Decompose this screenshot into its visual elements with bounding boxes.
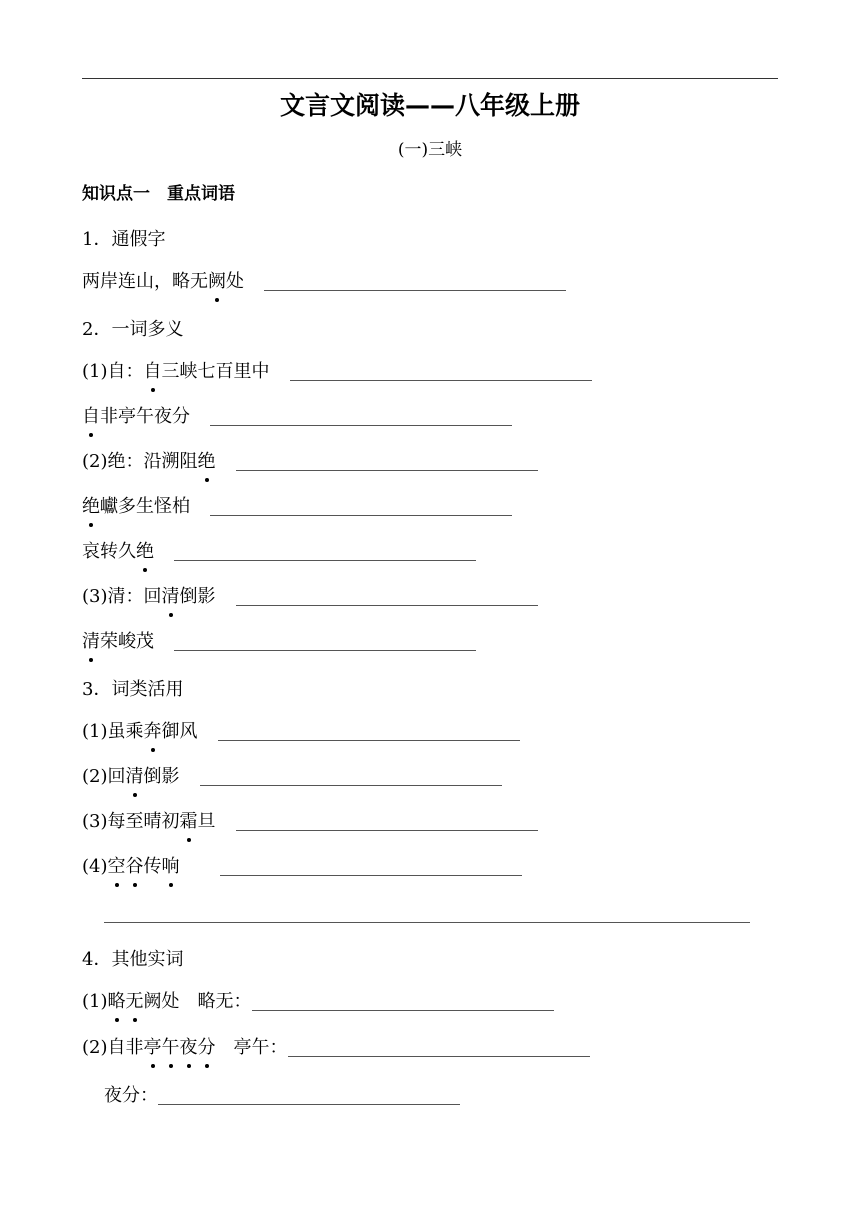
- answer-blank[interactable]: [200, 769, 502, 786]
- emphasis-char: 绝: [136, 538, 154, 566]
- answer-blank[interactable]: [236, 454, 538, 471]
- emphasis-char: 午: [162, 1034, 180, 1062]
- answer-blank[interactable]: [288, 1040, 590, 1057]
- question-line: [82, 538, 476, 566]
- section-heading: 知识点一 重点词语: [82, 184, 235, 204]
- question-line: [82, 403, 512, 431]
- answer-blank[interactable]: [236, 814, 538, 831]
- item-heading-cileihuoyong: 3．词类活用: [82, 679, 184, 700]
- answer-blank[interactable]: [220, 859, 522, 876]
- question-line: [82, 808, 538, 836]
- emphasis-char: 空: [108, 853, 126, 881]
- answer-blank[interactable]: [236, 589, 538, 606]
- question-text: (2)自非: [82, 1037, 144, 1058]
- emphasis-char: 夜: [180, 1034, 198, 1062]
- question-text: 巘多生怪柏: [100, 496, 190, 517]
- emphasis-char: 自: [82, 403, 100, 431]
- question-line: [82, 628, 476, 656]
- emphasis-char: 清: [126, 763, 144, 791]
- answer-blank[interactable]: [210, 409, 512, 426]
- page-title: 文言文阅读——八年级上册: [279, 91, 580, 120]
- top-rule: [82, 78, 778, 79]
- question-text: (1): [82, 991, 108, 1012]
- answer-blank[interactable]: [174, 544, 476, 561]
- answer-blank[interactable]: [158, 1088, 460, 1105]
- question-text: (3)每至晴初: [82, 811, 180, 832]
- emphasis-char: 亭: [144, 1034, 162, 1062]
- question-line: [82, 718, 520, 746]
- emphasis-char: 绝: [198, 448, 216, 476]
- question-text: (2)绝：沿溯阻: [82, 451, 198, 472]
- question-text: 三峡七百里中: [161, 361, 270, 382]
- question-line: [82, 988, 554, 1016]
- emphasis-char: 清: [162, 583, 180, 611]
- question-text: 倒影: [179, 586, 216, 607]
- question-text: 御风: [161, 721, 198, 742]
- question-line: [104, 1082, 460, 1110]
- answer-blank[interactable]: [210, 499, 512, 516]
- emphasis-char: 阙: [208, 268, 226, 296]
- answer-blank[interactable]: [252, 994, 554, 1011]
- question-text: 传: [143, 856, 162, 877]
- item-heading-tongjiazi: 1．通假字: [82, 229, 166, 250]
- emphasis-char: 霜: [180, 808, 198, 836]
- question-line: [82, 583, 538, 611]
- question-text: (4): [82, 856, 108, 877]
- question-line: [82, 448, 538, 476]
- answer-blank[interactable]: [218, 724, 520, 741]
- emphasis-char: 奔: [144, 718, 162, 746]
- item-heading-qitashici: 4．其他实词: [82, 949, 184, 970]
- question-line: [82, 493, 512, 521]
- question-text: 哀转久: [82, 541, 136, 562]
- emphasis-char: 无: [126, 988, 144, 1016]
- question-text: 亭午：: [215, 1037, 288, 1058]
- page-subtitle: (一)三峡: [397, 140, 463, 160]
- emphasis-char: 自: [144, 358, 162, 386]
- question-text: 阙处 略无：: [143, 991, 252, 1012]
- question-line: [82, 853, 522, 881]
- question-line: [82, 1034, 590, 1062]
- answer-blank-long[interactable]: [104, 922, 750, 923]
- emphasis-char: 响: [162, 853, 180, 881]
- question-text: (1)虽乘: [82, 721, 144, 742]
- question-text: 倒影: [143, 766, 180, 787]
- answer-blank[interactable]: [290, 364, 592, 381]
- answer-blank[interactable]: [174, 634, 476, 651]
- question-text: (3)清：回: [82, 586, 162, 607]
- question-text: 两岸连山，略无: [82, 271, 208, 292]
- question-text: (2)回: [82, 766, 126, 787]
- question-line: [82, 763, 502, 791]
- question-text: 处: [226, 271, 244, 292]
- question-line: [82, 268, 566, 296]
- answer-blank[interactable]: [264, 274, 566, 291]
- emphasis-char: 谷: [126, 853, 144, 881]
- emphasis-char: 略: [108, 988, 126, 1016]
- question-line: [82, 358, 592, 386]
- emphasis-char: 分: [198, 1034, 216, 1062]
- question-text: 旦: [197, 811, 216, 832]
- item-heading-yiciduoyi: 2．一词多义: [82, 319, 184, 340]
- question-text: 非亭午夜分: [100, 406, 190, 427]
- emphasis-char: 绝: [82, 493, 100, 521]
- emphasis-char: 清: [82, 628, 100, 656]
- question-text: 荣峻茂: [100, 631, 154, 652]
- question-text: (1)自：: [82, 361, 144, 382]
- question-text: 夜分：: [104, 1085, 158, 1106]
